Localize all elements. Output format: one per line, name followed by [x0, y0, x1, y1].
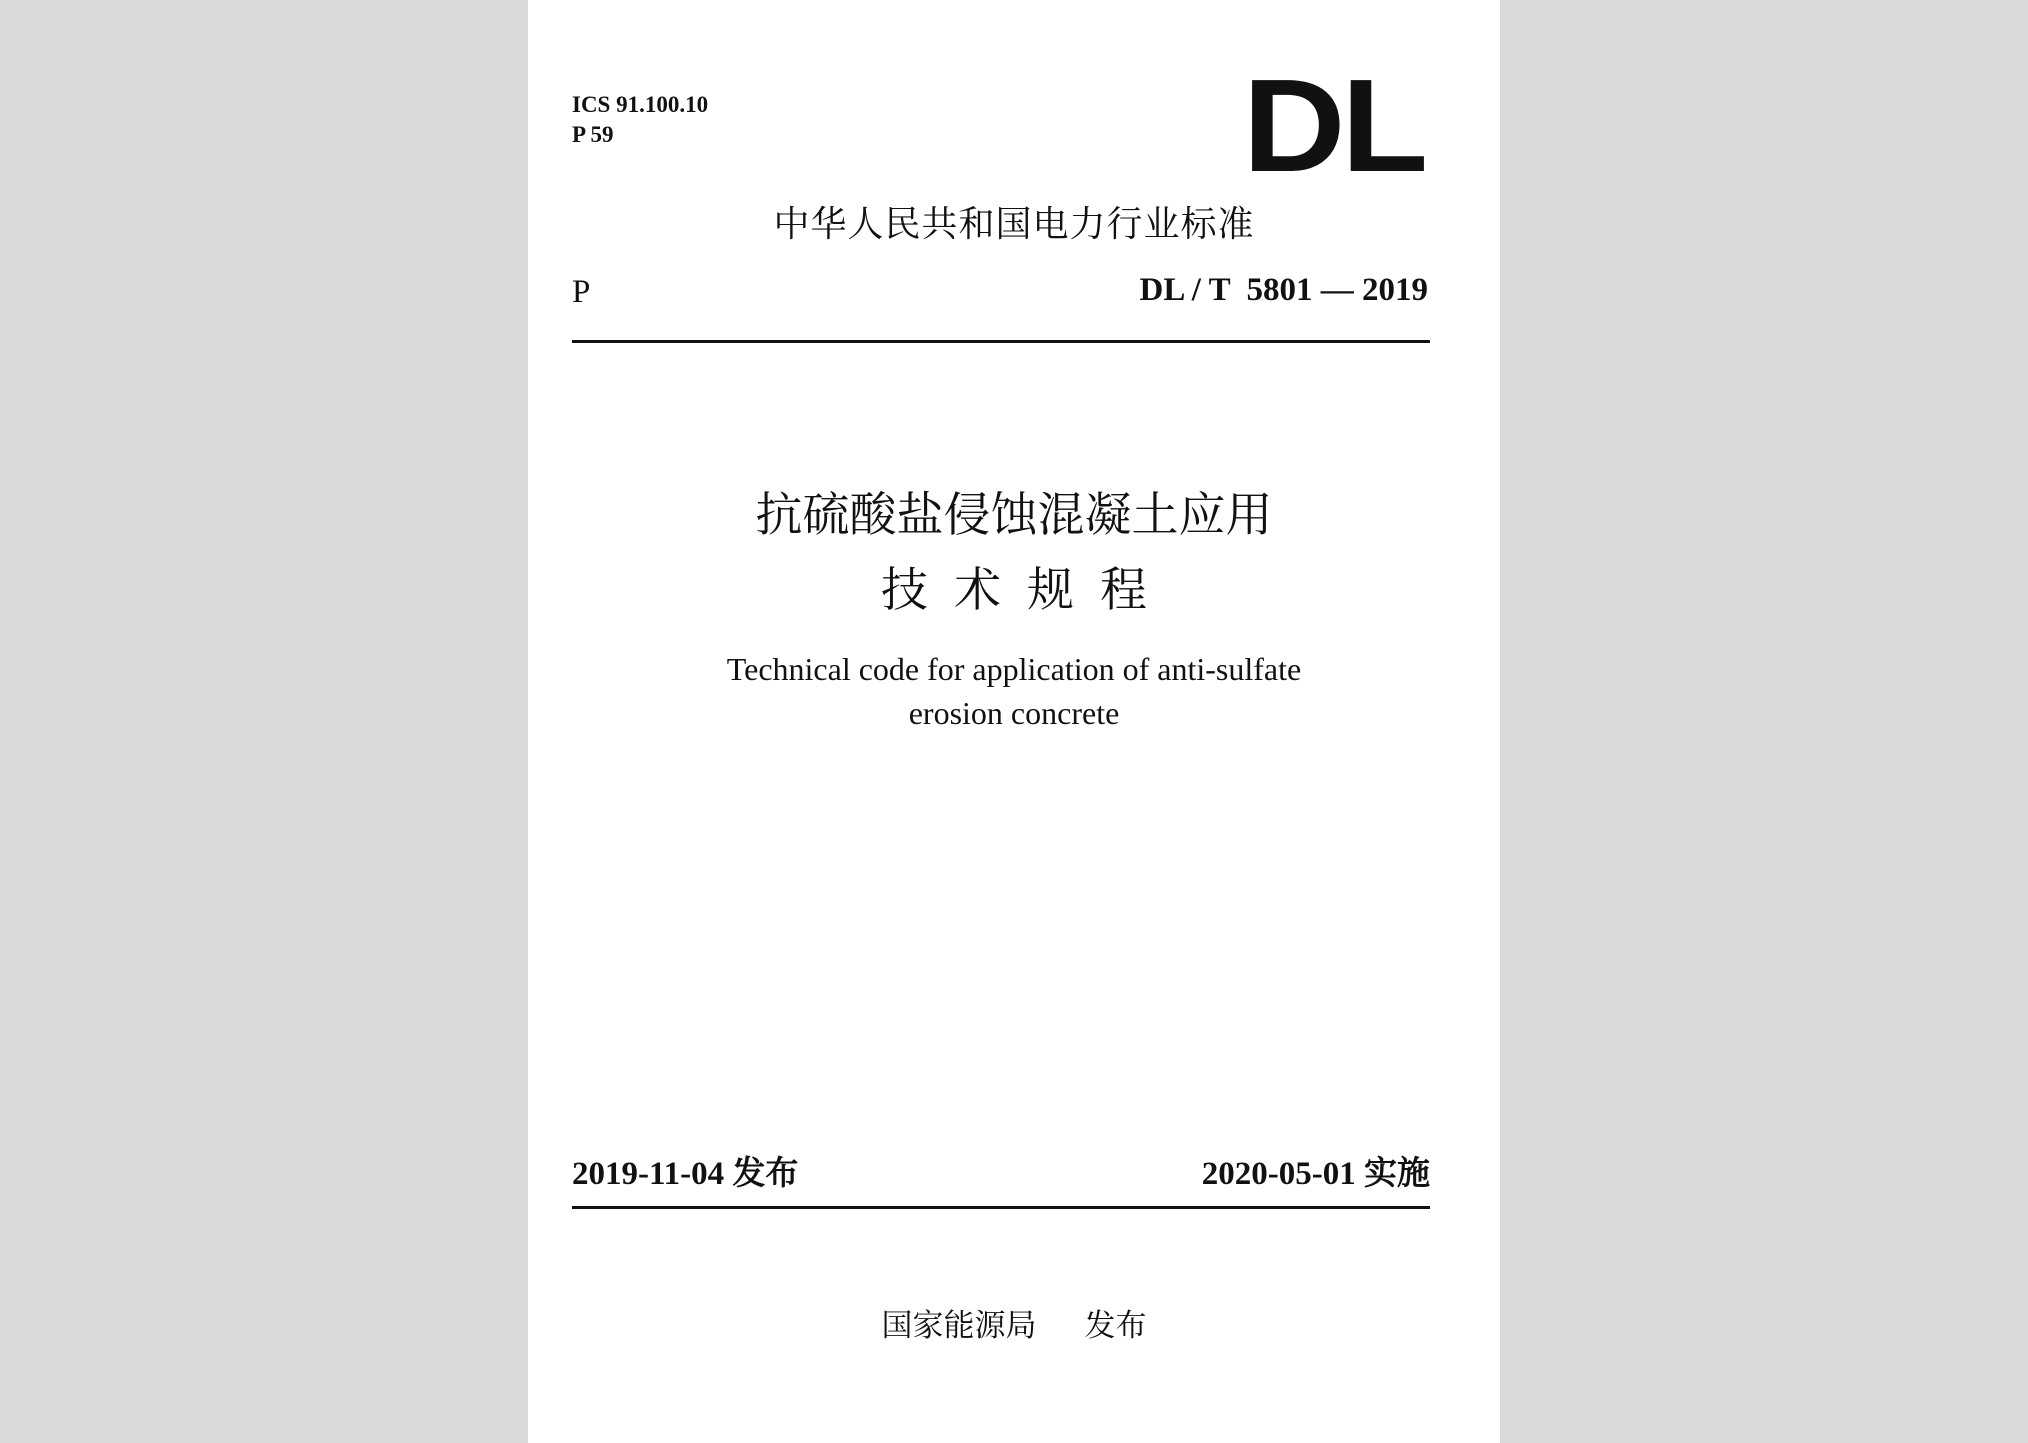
publisher-action: 发布: [1084, 1308, 1147, 1344]
issue-date: 2019-11-04: [572, 1156, 725, 1192]
bottom-divider: [572, 1206, 1430, 1209]
dl-logo: DL: [1242, 52, 1424, 199]
document-page: [528, 0, 1500, 1443]
title-english-line2: erosion concrete: [908, 695, 1120, 731]
title-english-line1: Technical code for application of anti-sulfate: [726, 651, 1302, 687]
standard-number: DL / T 5801 — 2019: [1139, 272, 1428, 308]
ccs-code: P 59: [572, 122, 614, 147]
title-chinese-line1: 抗硫酸盐侵蚀混凝土应用: [755, 488, 1273, 543]
issue-label: 发布: [732, 1153, 799, 1192]
publisher-name: 国家能源局: [881, 1308, 1037, 1344]
implement-date: 2020-05-01: [1201, 1156, 1356, 1192]
implement-date-block: [1202, 1152, 1430, 1195]
classification-code: P: [572, 274, 591, 310]
ics-code: ICS 91.100.10: [572, 92, 709, 117]
standard-type: 中华人民共和国电力行业标准: [773, 204, 1255, 245]
top-divider: [572, 340, 1430, 343]
implement-label: 实施: [1364, 1153, 1430, 1192]
publisher-line: [528, 1305, 1500, 1347]
issue-date-block: [572, 1152, 798, 1195]
title-chinese-line2: 技术规程: [881, 563, 1173, 618]
